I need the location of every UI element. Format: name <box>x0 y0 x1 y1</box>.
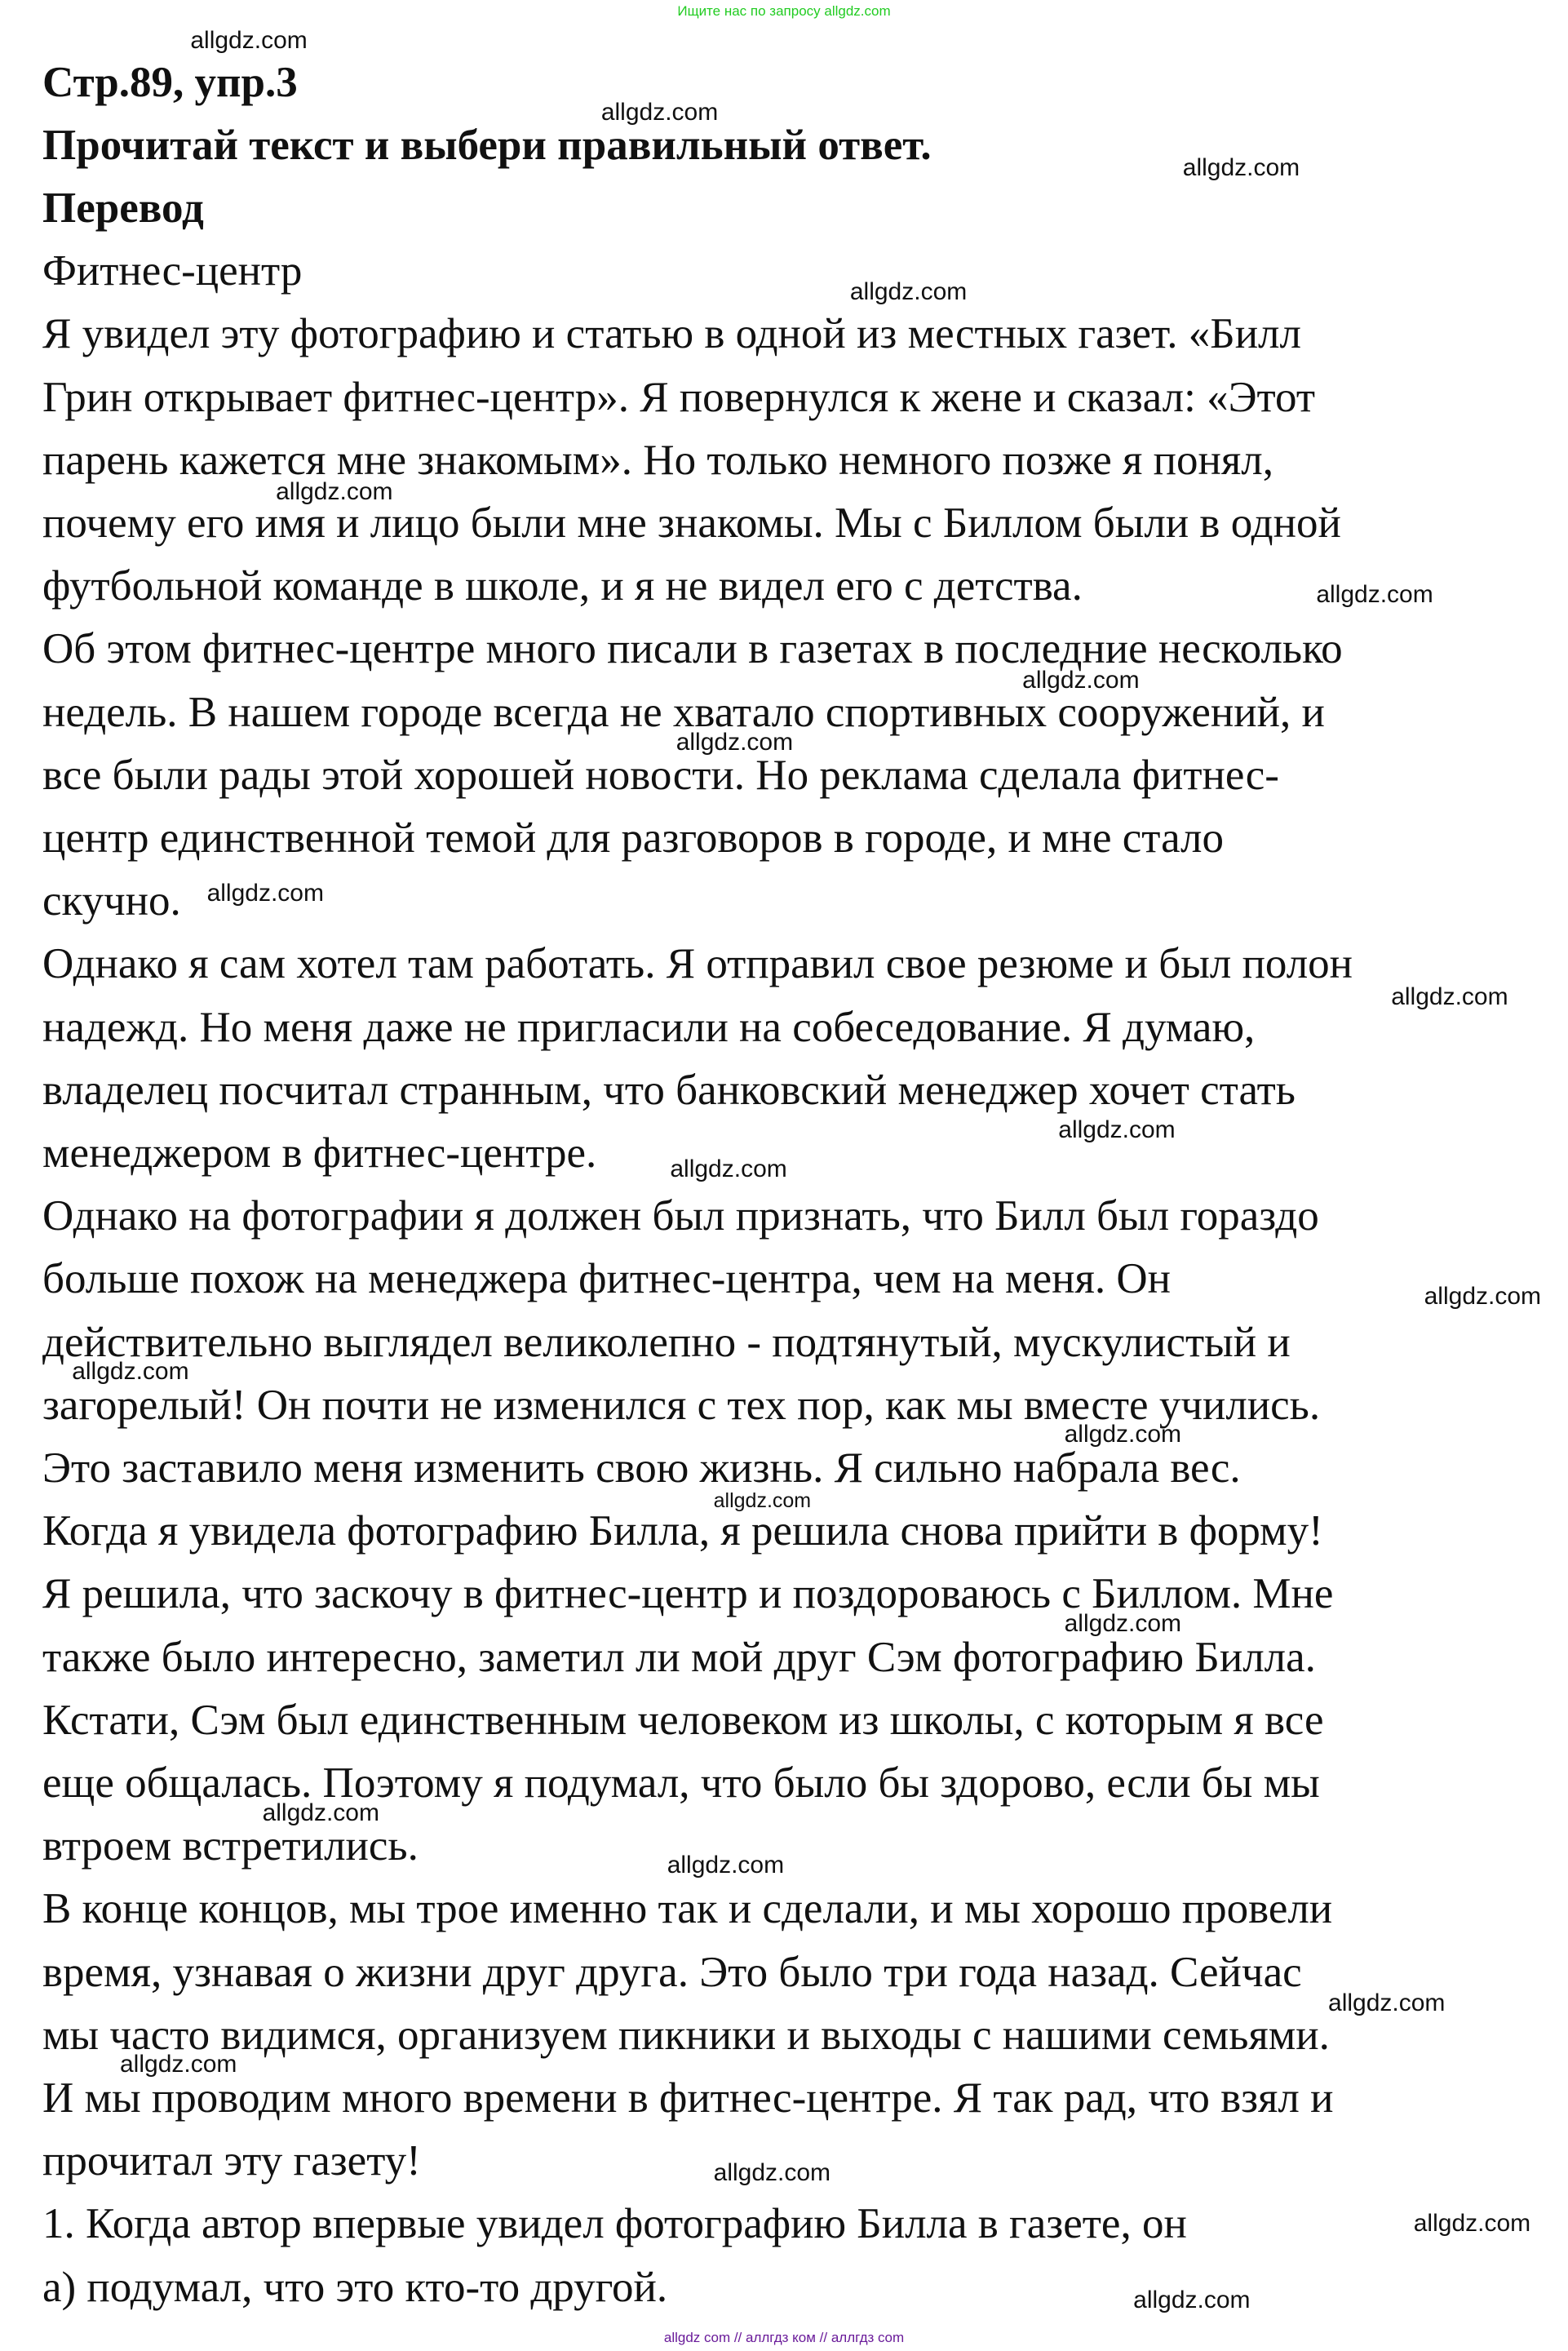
text-line: также было интересно, заметил ли мой друг Сэм фотографию Билла. <box>42 1633 1316 1681</box>
watermark: allgdz.com <box>1328 1989 1446 2016</box>
text-line: скучно. <box>42 877 181 925</box>
watermark: allgdz.com <box>1391 983 1508 1010</box>
watermark: allgdz.com <box>1064 1421 1182 1448</box>
watermark: allgdz.com <box>1424 1283 1542 1311</box>
text-line: все были рады этой хорошей новости. Но реклама сделала фитнес- <box>42 751 1279 799</box>
text-line: действительно выглядел великолепно - подтянутый, мускулистый и <box>42 1318 1291 1366</box>
watermark: allgdz.com <box>190 26 308 54</box>
watermark: allgdz.com <box>206 880 324 907</box>
text-line: время, узнавая о жизни друг друга. Это было три года назад. Сейчас <box>42 1948 1302 1996</box>
watermark: allgdz.com <box>262 1799 379 1826</box>
text-line: В конце концов, мы трое именно так и сделали, и мы хорошо провели <box>42 1885 1333 1933</box>
text-line: недель. В нашем городе всегда не хватало спортивных сооружений, и <box>42 688 1325 736</box>
text-line: Однако я сам хотел там работать. Я отправил свое резюме и был полон <box>42 940 1353 988</box>
text-line: втроем встретились. <box>42 1822 419 1870</box>
text-line: Однако на фотографии я должен был признать, что Билл был гораздо <box>42 1192 1319 1240</box>
watermark: allgdz.com <box>600 98 719 126</box>
heading-line: Перевод <box>42 184 204 232</box>
text-line: мы часто видимся, организуем пикники и выходы с нашими семьями. <box>42 2011 1330 2059</box>
watermark: allgdz.com <box>713 1489 812 1513</box>
text-line: еще общалась. Поэтому я подумал, что было бы здорово, если бы мы <box>42 1759 1320 1807</box>
text-line: владелец посчитал странным, что банковский менеджер хочет стать <box>42 1066 1296 1114</box>
text-line: Об этом фитнес-центре много писали в газетах в последние несколько <box>42 625 1343 673</box>
watermark: allgdz.com <box>849 278 968 306</box>
bottom-site-banner: allgdz com // аллгдз ком // аллгдз com <box>663 2330 905 2345</box>
text-line: Я решила, что заскочу в фитнес-центр и поздороваюсь с Биллом. Мне <box>42 1570 1334 1618</box>
watermark: allgdz.com <box>675 728 794 756</box>
text-line: менеджером в фитнес-центре. <box>42 1129 597 1177</box>
watermark: allgdz.com <box>276 477 393 505</box>
watermark: allgdz.com <box>670 1156 787 1183</box>
text-line: И мы проводим много времени в фитнес-центре. Я так рад, что взял и <box>42 2074 1334 2122</box>
text-line: почему его имя и лицо были мне знакомы. Мы с Биллом были в одной <box>42 499 1341 547</box>
text-line: Когда я увидела фотографию Билла, я решила снова прийти в форму! <box>42 1507 1323 1555</box>
page-title: Стр.89, упр.3 <box>42 58 298 106</box>
watermark: allgdz.com <box>120 2051 237 2078</box>
text-line: Грин открывает фитнес-центр». Я повернулся к жене и сказал: «Этот <box>42 373 1315 421</box>
watermark: allgdz.com <box>72 1358 189 1386</box>
watermark: allgdz.com <box>1058 1116 1176 1144</box>
text-line: 1. Когда автор впервые увидел фотографию Билла в газете, он <box>42 2200 1187 2248</box>
text-line: футбольной команде в школе, и я не видел его с детства. <box>42 562 1083 610</box>
watermark: allgdz.com <box>713 2158 831 2186</box>
watermark: allgdz.com <box>667 1851 785 1879</box>
watermark: allgdz.com <box>1022 667 1140 694</box>
watermark: allgdz.com <box>1413 2210 1531 2237</box>
watermark: allgdz.com <box>1316 581 1433 609</box>
text-line: прочитал эту газету! <box>42 2137 421 2185</box>
text-line: надежд. Но меня даже не пригласили на собеседование. Я думаю, <box>42 1003 1256 1051</box>
text-line: больше похож на менеджера фитнес-центра, чем на меня. Он <box>42 1255 1171 1303</box>
text-line: парень кажется мне знакомым». Но только немного позже я понял, <box>42 436 1273 484</box>
watermark: allgdz.com <box>1064 1610 1182 1637</box>
text-line: Фитнес-центр <box>42 247 303 295</box>
text-line: Я увидел эту фотографию и статью в одной из местных газет. «Билл <box>42 310 1301 358</box>
text-line: Это заставило меня изменить свою жизнь. Я сильно набрала вес. <box>42 1444 1241 1492</box>
text-line: Кстати, Сэм был единственным человеком из школы, с которым я все <box>42 1696 1324 1744</box>
text-line: а) подумал, что это кто-то другой. <box>42 2263 668 2311</box>
text-line: центр единственной темой для разговоров в городе, и мне стало <box>42 814 1225 862</box>
text-line: загорелый! Он почти не изменился с тех пор, как мы вместе учились. <box>42 1381 1321 1429</box>
watermark: allgdz.com <box>1133 2286 1251 2313</box>
heading-line: Прочитай текст и выбери правильный ответ. <box>42 121 932 169</box>
top-search-banner: Ищите нас по запросу allgdz.com <box>677 3 891 19</box>
watermark: allgdz.com <box>1182 153 1300 181</box>
